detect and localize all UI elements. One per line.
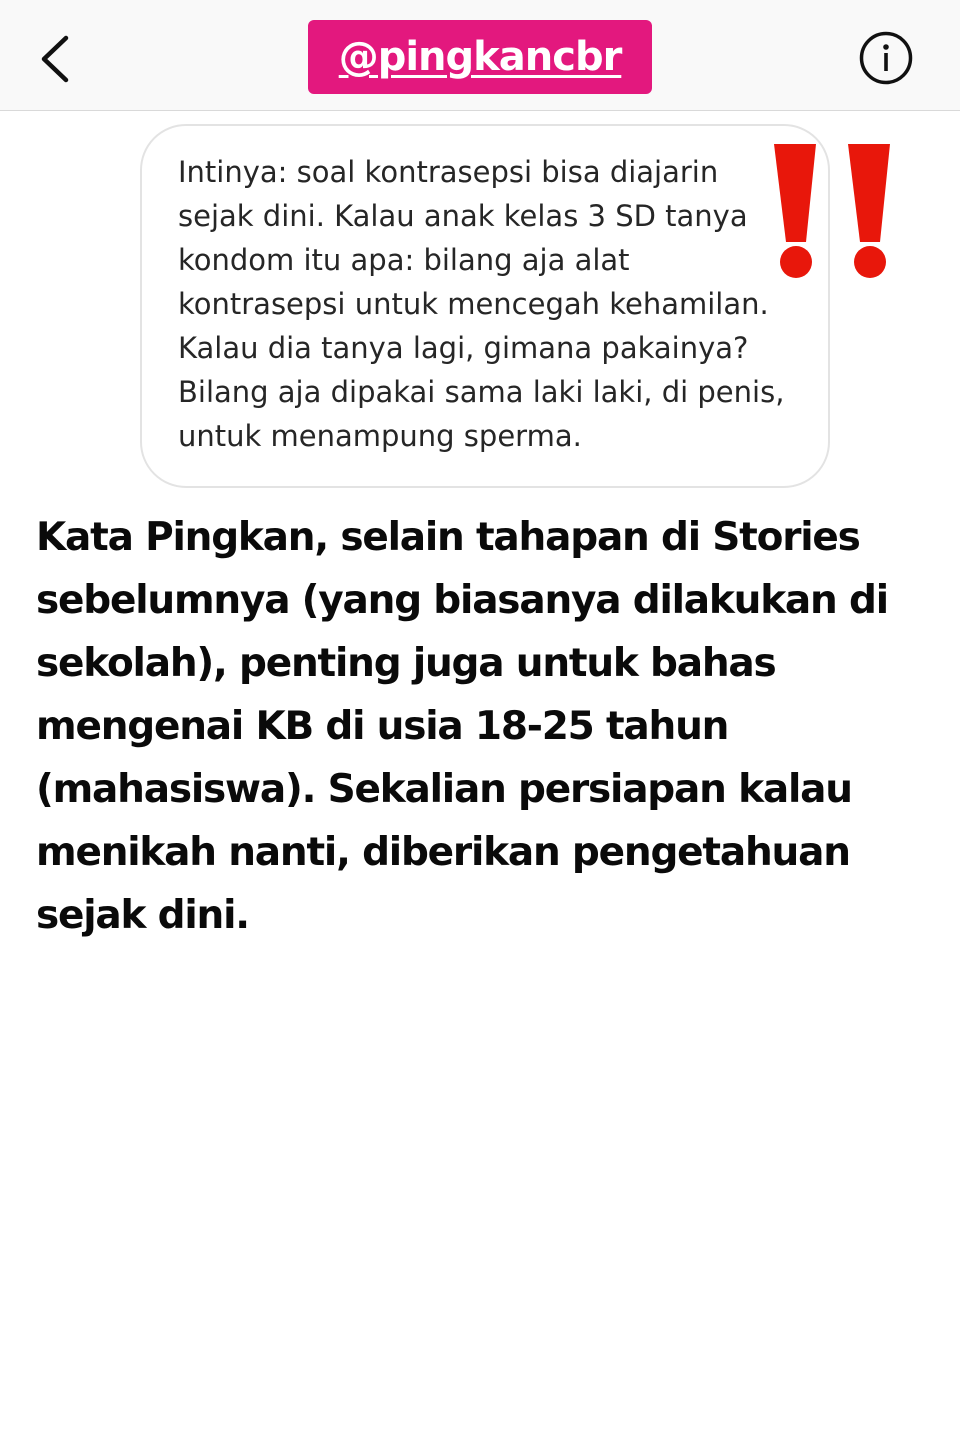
story-caption [36,506,946,947]
caption-line: mengenai KB di usia 18-25 tahun [36,704,729,749]
caption-line: Kata Pingkan, selain tahapan di Stories [36,515,860,560]
info-circle-icon [858,30,914,86]
caption-line: menikah nanti, diberikan pengetahuan [36,830,850,875]
back-button[interactable] [30,28,86,90]
message-line: Bilang aja dipakai sama laki laki, di penis, [178,375,785,409]
message-line: untuk menampung sperma. [178,419,582,453]
caption-line: sekolah), penting juga untuk bahas [36,641,776,686]
exclamation-mark-icon [844,142,896,280]
info-button[interactable] [858,30,914,86]
message-line: Intinya: soal kontrasepsi bisa diajarin [178,155,719,189]
username-mention-tag[interactable]: @pingkancbr [308,20,652,94]
message-line: sejak dini. Kalau anak kelas 3 SD tanya [178,199,748,233]
top-nav-bar [0,0,960,111]
message-line: Kalau dia tanya lagi, gimana pakainya? [178,331,749,365]
message-line: kontrasepsi untuk mencegah kehamilan. [178,287,769,321]
message-bubble [140,124,830,488]
caption-line: sebelumnya (yang biasanya dilakukan di [36,578,888,623]
caption-line: (mahasiswa). Sekalian persiapan kalau [36,767,852,812]
exclamation-mark-icon [770,142,822,280]
chevron-left-icon [30,28,86,90]
message-line: kondom itu apa: bilang aja alat [178,243,630,277]
caption-line: sejak dini. [36,893,249,938]
